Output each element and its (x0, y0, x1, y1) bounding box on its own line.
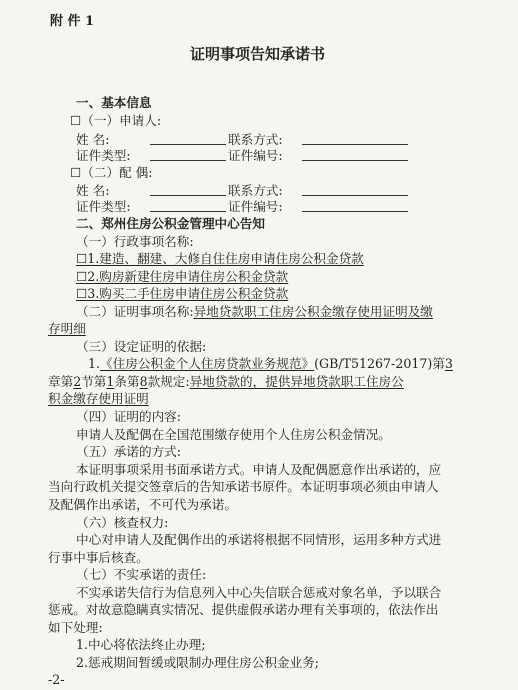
spouse-idno-field[interactable] (302, 211, 408, 212)
spouse-contact-label: 联系方式: (228, 183, 283, 198)
content-label: （四）证明的内容: (76, 409, 181, 424)
option-2[interactable]: ☐2.购房新建住房申请住房公积金贷款 (76, 269, 289, 284)
basis-text: 条第 (114, 374, 140, 389)
basis-text: 款规定: (147, 374, 190, 389)
basis-quote: 异地贷款的，提供异地贷款职工住房公 (189, 374, 404, 389)
method-text-2: 当向行政机关提交签章后的告知承诺书原件。本证明事项必须由申请人 (48, 479, 439, 494)
method-label: （五）承诺的方式: (76, 444, 181, 459)
page-number: -2- (48, 672, 65, 687)
basis-section: 2 (73, 374, 82, 389)
basis-quote-cont: 积金缴存使用证明 (48, 391, 149, 406)
spouse-label: ☐（二）配 偶: (70, 165, 153, 180)
basis-index: 1. (88, 356, 101, 371)
verify-text-2: 行事中事后核查。 (48, 550, 149, 565)
proof-name-label: （二）证明事项名称: (76, 304, 194, 319)
method-text-3: 及配偶作出承诺，不可代为承诺。 (48, 497, 237, 512)
proof-name-value-cont: 存明细 (48, 321, 86, 336)
option-1[interactable]: ☐1.建造、翻建、大修自住住房申请住房公积金贷款 (76, 251, 364, 266)
basis-label: （三）设定证明的依据: (76, 339, 207, 354)
applicant-contact-label: 联系方式: (228, 132, 283, 147)
applicant-idtype-field[interactable] (150, 160, 226, 161)
spouse-name-field[interactable] (150, 195, 226, 196)
section-2-heading: 二、郑州住房公积金管理中心告知 (76, 216, 265, 231)
applicant-idno-label: 证件编号: (228, 148, 283, 163)
basis-law: 《住房公积金个人住房贷款业务规范》 (100, 356, 315, 371)
applicant-name-field[interactable] (150, 144, 226, 145)
item-name-label: （一）行政事项名称: (76, 234, 194, 249)
liability-text-3: 如下处理: (48, 620, 103, 635)
page-title: 证明事项告知承诺书 (190, 45, 326, 63)
basis-chapter: 3 (444, 356, 453, 371)
liability-item-1: 1.中心将依法终止办理; (76, 637, 206, 652)
applicant-label: ☐（一）申请人: (70, 113, 162, 128)
spouse-contact-field[interactable] (302, 195, 408, 196)
spouse-idtype-field[interactable] (150, 211, 226, 212)
applicant-idtype-label: 证件类型: (76, 148, 131, 163)
spouse-idno-label: 证件编号: (228, 199, 283, 214)
basis-standard: (GB/T51267-2017) (314, 356, 433, 371)
verify-label: （六）核查权力: (76, 515, 169, 530)
liability-label: （七）不实承诺的责任: (76, 567, 207, 582)
basis-text: 节第 (81, 374, 107, 389)
applicant-idno-field[interactable] (302, 160, 408, 161)
spouse-idtype-label: 证件类型: (76, 199, 131, 214)
verify-text-1: 中心对申请人及配偶作出的承诺将根据不同情形，运用多种方式进 (76, 532, 442, 547)
liability-item-2: 2.惩戒期间暂缓或限制办理住房公积金业务; (76, 655, 319, 670)
proof-name-value: 异地贷款职工住房公积金缴存使用证明及缴 (193, 304, 433, 319)
basis-text: 第 (432, 356, 445, 371)
content-text: 申请人及配偶在全国范围缴存使用个人住房公积金情况。 (76, 427, 391, 442)
basis-article: 1 (106, 374, 115, 389)
basis-clause: 8 (139, 374, 148, 389)
option-3[interactable]: ☐3.购买二手住房申请住房公积金贷款 (76, 286, 289, 301)
liability-text-2: 惩戒。对故意隐瞒真实情况、提供虚假承诺办理有关事项的，依法作出 (48, 602, 439, 617)
applicant-contact-field[interactable] (302, 144, 408, 145)
applicant-name-label: 姓 名: (76, 132, 110, 147)
section-1-heading: 一、基本信息 (76, 95, 152, 110)
basis-text: 章第 (48, 374, 74, 389)
annex-label: 附 件 1 (50, 14, 95, 29)
spouse-name-label: 姓 名: (76, 183, 110, 198)
liability-text-1: 不实承诺失信行为信息列入中心失信联合惩戒对象名单，予以联合 (76, 585, 442, 600)
method-text-1: 本证明事项采用书面承诺方式。申请人及配偶愿意作出承诺的，应 (76, 462, 442, 477)
